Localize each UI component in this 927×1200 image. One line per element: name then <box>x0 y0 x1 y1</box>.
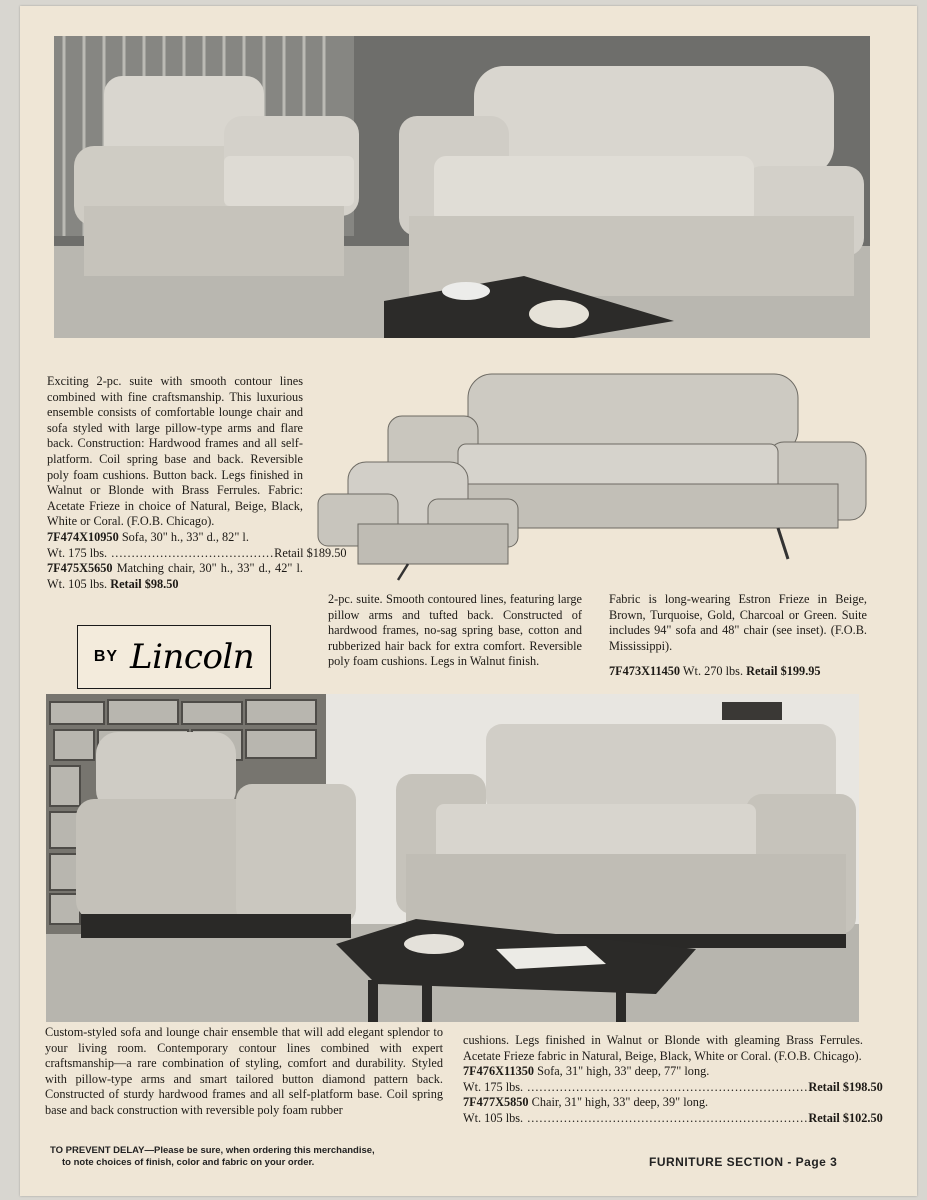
bottom-chair-spec: Chair, 31" high, 33" deep, 39" long. <box>531 1095 709 1110</box>
logo-by: BY <box>93 648 119 665</box>
middle-suite-price: Retail $199.95 <box>746 664 821 679</box>
bottom-suite-body-right: cushions. Legs finished in Walnut or Blonde with gleaming Brass Ferrules. Acetate Frieze fabric in Natural, Beige, Black, White or Coral. (F.O.B. Chicago). <box>463 1033 863 1063</box>
lincoln-logo <box>77 625 271 689</box>
bottom-chair-line <box>463 1095 863 1111</box>
middle-suite-sku: 7F473X11450 <box>609 664 681 679</box>
order-note-line2: to note choices of finish, color and fabric on your order. <box>62 1157 315 1168</box>
top-sofa-weight: Wt. 175 lbs. <box>47 545 108 560</box>
top-suite-description <box>47 374 347 592</box>
top-chair-line <box>47 561 303 592</box>
page-label: FURNITURE SECTION - Page 3 <box>649 1155 838 1169</box>
bottom-chair-price-line <box>463 1110 883 1127</box>
catalog-page <box>20 6 917 1196</box>
top-sofa-price: Retail $189.50 <box>274 545 347 560</box>
order-note <box>50 1145 375 1169</box>
bottom-suite-text-right <box>463 1033 883 1127</box>
middle-suite-body-right: Fabric is long-wearing Estron Frieze in Beige, Brown, Turquoise, Gold, Charcoal or Green. Suite includes 94" sofa and 48" chair (see inset). (F.O.B. Mississippi). <box>609 592 867 653</box>
middle-suite-order-line <box>609 664 867 680</box>
bottom-chair-price: Retail $102.50 <box>808 1110 883 1125</box>
order-note-line1: TO PREVENT DELAY—Please be sure, when ordering this merchandise, <box>50 1145 375 1156</box>
top-chair-sku: 7F475X5650 <box>47 561 113 576</box>
bottom-chair-sku: 7F477X5850 <box>463 1095 529 1110</box>
dot-leader: ........................................ <box>107 545 275 560</box>
top-suite-photo <box>54 36 870 338</box>
top-chair-spec: Matching chair, 30" h., 33" d., 42" l. Wt. 105 lbs. <box>47 561 303 591</box>
top-chair-price: Retail $98.50 <box>110 576 179 591</box>
bottom-sofa-price: Retail $198.50 <box>808 1079 883 1094</box>
middle-suite-text-left <box>328 592 582 670</box>
middle-suite-text-right <box>609 592 867 680</box>
bottom-sofa-line <box>463 1064 863 1080</box>
top-sofa-line <box>47 530 303 546</box>
bottom-sofa-weight: Wt. 175 lbs. <box>463 1079 524 1094</box>
middle-suite-weight: Wt. 270 lbs. <box>682 664 744 679</box>
bottom-suite-photo <box>46 694 859 1022</box>
top-suite-body: Exciting 2-pc. suite with smooth contour lines combined with fine craftsmanship. This luxurious ensemble consists of comfortable lounge chair and sofa styled with large pillow-type arms and flare back. Construction: Hardwood frames and all self-platform. Coil spring base and back. Reversible poly foam cushions. Button back. Legs finished in Walnut or Blonde with Brass Ferrules. Fabric: Acetate Frieze in choice of Natural, Beige, Black, White or Coral. (F.O.B. Chicago). <box>47 374 303 529</box>
bottom-sofa-spec: Sofa, 31" high, 33" deep, 77" long. <box>537 1064 710 1079</box>
middle-suite-body-left: 2-pc. suite. Smooth contoured lines, featuring large pillow arms and tufted back. Constructed of hardwood frames, no-sag spring base, cotton and rubberized hair back for extra comfort. Reversible poly foam cushions. Legs in Walnut finish. <box>328 592 582 669</box>
bottom-sofa-price-line <box>463 1079 883 1096</box>
dot-leader: ..................................................................... <box>523 1079 809 1094</box>
top-sofa-sku: 7F474X10950 <box>47 529 119 544</box>
bottom-suite-body-left: Custom-styled sofa and lounge chair ensemble that will add elegant splendor to your living room. Contemporary contour lines combined with expert craftsmanship—a rare combination of styling, comfort and durability. Styled with pillow-type arms and smart tailored button diamond pattern back. Constructed of sturdy hardwood frames and all self-platform base. Coil spring base and back construction with reversible poly foam rubber <box>45 1025 443 1117</box>
dot-leader: ..................................................................... <box>523 1110 809 1125</box>
top-sofa-spec: Sofa, 30" h., 33" d., 82" l. <box>121 529 249 544</box>
logo-name: Lincoln <box>130 637 255 677</box>
bottom-suite-text-left <box>45 1025 443 1119</box>
top-sofa-price-line <box>47 545 347 562</box>
middle-suite-photo <box>318 364 870 580</box>
bottom-chair-weight: Wt. 105 lbs. <box>463 1110 524 1125</box>
bottom-sofa-sku: 7F476X11350 <box>463 1064 535 1079</box>
